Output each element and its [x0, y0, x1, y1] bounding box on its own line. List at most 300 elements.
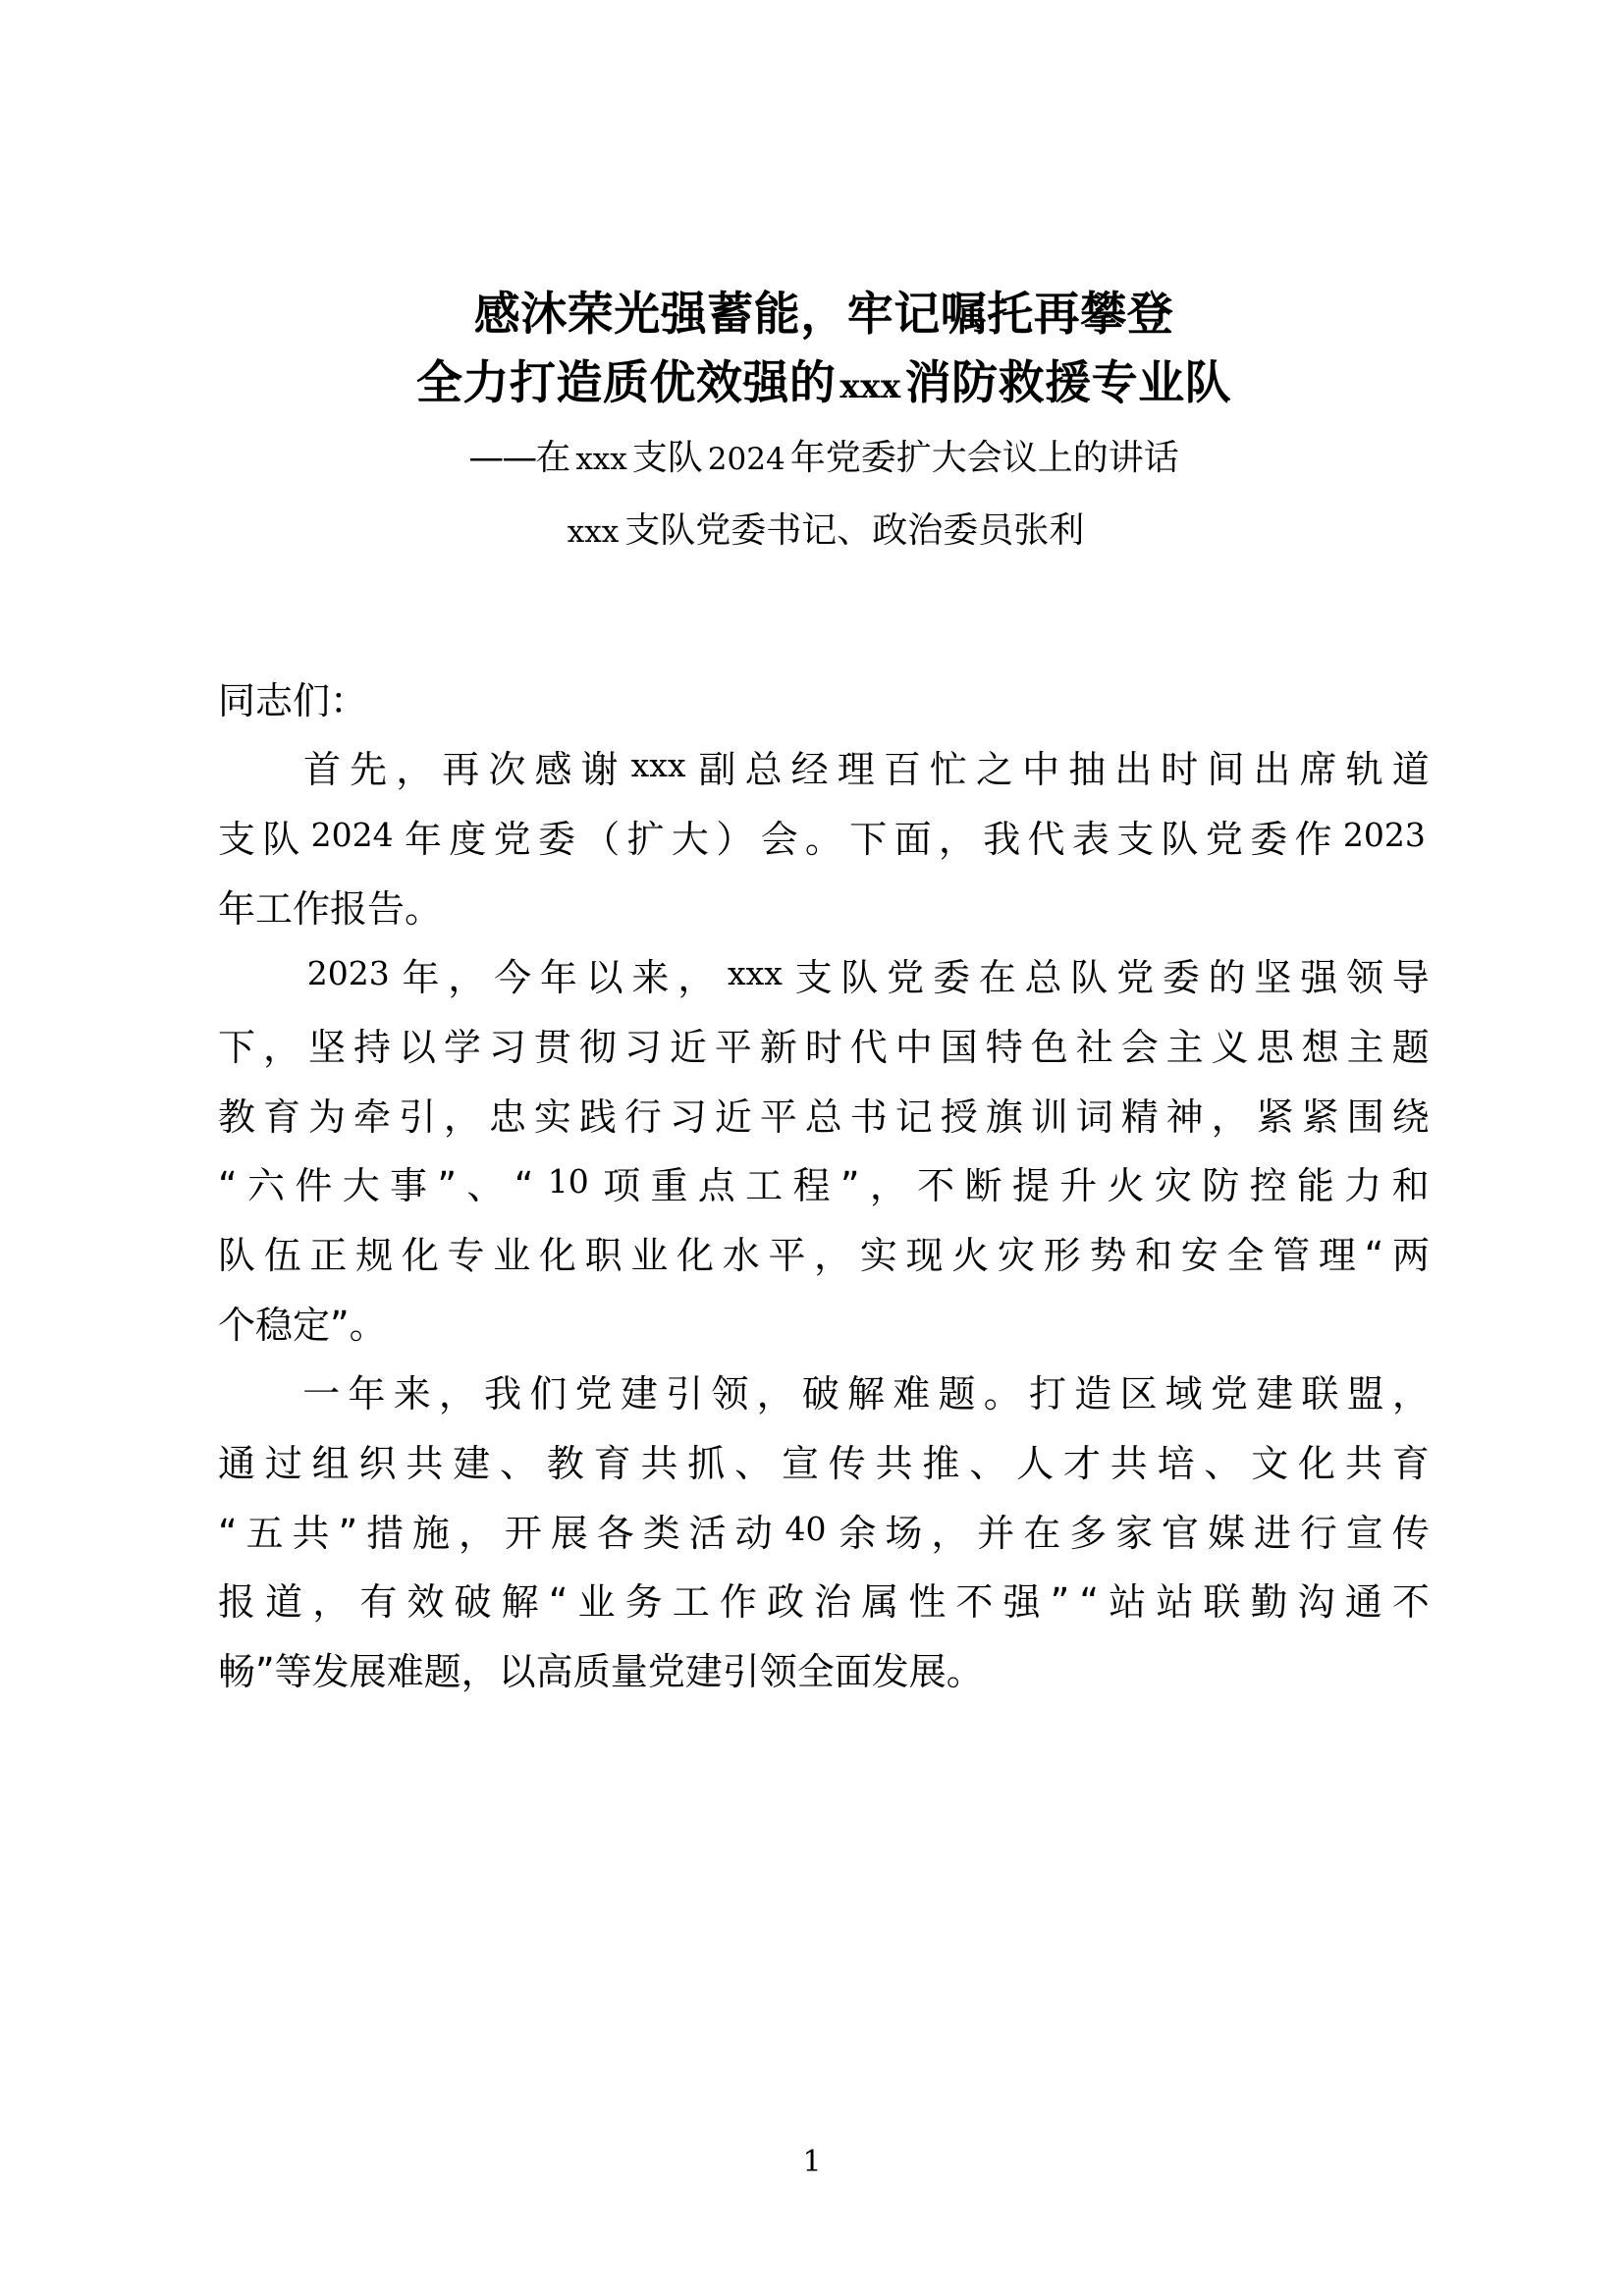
glyph: 现: [905, 1233, 944, 1277]
glyph: 道: [1391, 748, 1430, 792]
glyph: 先: [350, 748, 388, 792]
glyph: 社: [1075, 1025, 1113, 1069]
glyph: 们: [529, 1372, 568, 1416]
glyph: 沟: [1297, 1580, 1335, 1625]
glyph: 、: [734, 1441, 773, 1485]
latin-run: xxx: [630, 746, 686, 785]
glyph: ，: [814, 1233, 852, 1277]
glyph: ，: [396, 748, 434, 792]
glyph: 报: [218, 1580, 256, 1625]
glyph: 队: [218, 1233, 256, 1277]
glyph: 忠: [488, 1095, 526, 1139]
glyph: ，: [1211, 1095, 1249, 1139]
glyph: 控: [1249, 1164, 1287, 1208]
body-line: [218, 1568, 1430, 1637]
glyph: 年: [404, 817, 442, 861]
glyph: 在: [1023, 1511, 1061, 1555]
glyph: 域: [1164, 1372, 1203, 1416]
glyph: ”: [338, 1511, 358, 1555]
glyph: 围: [1346, 1095, 1384, 1139]
glyph: 队: [840, 956, 879, 1000]
glyph: 组: [311, 1441, 350, 1485]
glyph: 共: [1344, 1441, 1382, 1485]
glyph: 治: [814, 1580, 852, 1625]
glyph: 行: [1299, 1511, 1337, 1555]
glyph: ，: [869, 1164, 907, 1208]
glyph: ，: [438, 1372, 476, 1416]
latin-run: 40: [785, 1509, 827, 1548]
glyph: ，: [677, 956, 716, 1000]
glyph: 育: [1391, 1441, 1430, 1485]
author-title-name: 支队党委书记、政治委员张利: [624, 509, 1085, 551]
glyph: 行: [623, 1095, 662, 1139]
glyph: 务: [624, 1580, 663, 1625]
glyph: 一: [302, 1372, 341, 1416]
glyph: 强: [1002, 1580, 1041, 1625]
paragraph-indent: [218, 1360, 295, 1429]
glyph: 践: [578, 1095, 617, 1139]
glyph: 育: [593, 1441, 631, 1485]
glyph: 专: [447, 1233, 485, 1277]
glyph: ，: [931, 1511, 969, 1555]
glyph: 习: [669, 1095, 707, 1139]
glyph: 感: [534, 748, 572, 792]
glyph: 导: [1391, 956, 1430, 1000]
glyph: 育: [262, 1095, 300, 1139]
glyph: 共: [640, 1441, 678, 1485]
glyph: 坚: [1254, 956, 1292, 1000]
glyph: 五: [245, 1511, 284, 1555]
glyph: 管: [1272, 1233, 1311, 1277]
glyph: 出: [1114, 748, 1153, 792]
glyph: 持: [352, 1025, 391, 1069]
glyph: 以: [398, 1025, 436, 1069]
author-unit-placeholder: xxx: [567, 513, 620, 550]
glyph: 程: [792, 1164, 831, 1208]
glyph: 解: [501, 1580, 539, 1625]
glyph: 化: [538, 1233, 576, 1277]
glyph: 席: [1299, 748, 1337, 792]
glyph: 破: [801, 1372, 839, 1416]
glyph: 项: [603, 1164, 641, 1208]
doc-title-line-2-placeholder: xxx: [839, 366, 901, 406]
glyph: ，: [458, 1511, 496, 1555]
glyph: 国: [940, 1025, 978, 1069]
glyph: 两: [1391, 1233, 1430, 1277]
glyph: “: [218, 1511, 238, 1555]
text-run: 个稳定”。: [218, 1303, 387, 1347]
glyph: “: [548, 1580, 568, 1625]
glyph: 年: [348, 1372, 386, 1416]
glyph: “: [1364, 1233, 1384, 1277]
subtitle-em-dash: ——: [468, 438, 536, 479]
glyph: 站: [1156, 1580, 1194, 1625]
glyph: ”: [839, 1164, 860, 1208]
glyph: 和: [1391, 1164, 1430, 1208]
glyph: 首: [303, 748, 342, 792]
glyph: 会: [760, 817, 798, 861]
glyph: 余: [839, 1511, 877, 1555]
glyph: 绕: [1391, 1095, 1430, 1139]
glyph: 场: [885, 1511, 923, 1555]
glyph: 通: [218, 1441, 256, 1485]
glyph: 联: [1301, 1372, 1339, 1416]
glyph: 坚: [307, 1025, 346, 1069]
glyph: 水: [722, 1233, 760, 1277]
glyph: 不: [917, 1164, 955, 1208]
glyph: 道: [265, 1580, 303, 1625]
glyph: 化: [1298, 1441, 1336, 1485]
glyph: 主: [1346, 1025, 1384, 1069]
paragraph-indent: [218, 735, 295, 805]
glyph: 神: [1165, 1095, 1204, 1139]
glyph: 事: [390, 1164, 428, 1208]
glyph: 难: [893, 1372, 931, 1416]
doc-title-line-2-prefix: 全力打造质优效强的: [415, 355, 837, 410]
latin-run: 2023: [306, 954, 390, 993]
body-line: [218, 875, 1430, 944]
glyph: 共: [406, 1441, 444, 1485]
glyph: 属: [861, 1580, 899, 1625]
glyph: 委: [537, 817, 575, 861]
glyph: 宣: [781, 1441, 819, 1485]
glyph: 记: [894, 1095, 933, 1139]
glyph: 业: [577, 1580, 616, 1625]
glyph: 正: [309, 1233, 348, 1277]
glyph: 业: [493, 1233, 531, 1277]
glyph: 规: [355, 1233, 394, 1277]
glyph: 题: [1391, 1025, 1430, 1069]
doc-title-line-1-text: 感沐荣光强蓄能，牢记嘱托再攀登: [473, 288, 1174, 342]
body-line: [218, 1291, 1430, 1361]
glyph: 业: [630, 1233, 669, 1277]
glyph: 百: [883, 748, 921, 792]
glyph: 、: [969, 1441, 1007, 1485]
glyph: ，: [448, 956, 486, 1000]
glyph: ”: [437, 1164, 458, 1208]
glyph: 轨: [1345, 748, 1383, 792]
glyph: 次: [488, 748, 526, 792]
glyph: 。: [804, 817, 842, 861]
glyph: 中: [894, 1025, 933, 1069]
glyph: 工: [745, 1164, 784, 1208]
glyph: 习: [488, 1025, 526, 1069]
glyph: 词: [1075, 1095, 1113, 1139]
glyph: 人: [1016, 1441, 1055, 1485]
glyph: 时: [1161, 748, 1199, 792]
glyph: 再: [442, 748, 480, 792]
glyph: 大: [671, 817, 709, 861]
glyph: 作: [1294, 817, 1332, 861]
glyph: 官: [1162, 1511, 1200, 1555]
body-line: [218, 1429, 1430, 1499]
glyph: 党: [1210, 1372, 1248, 1416]
glyph: 家: [1115, 1511, 1154, 1555]
glyph: 理: [1318, 1233, 1356, 1277]
glyph: 学: [443, 1025, 481, 1069]
glyph: 造: [1074, 1372, 1112, 1416]
glyph: 支: [1116, 817, 1155, 861]
glyph: 勤: [1250, 1580, 1288, 1625]
glyph: 打: [1028, 1372, 1066, 1416]
glyph: 来: [393, 1372, 431, 1416]
glyph: 传: [1391, 1511, 1430, 1555]
glyph: 特: [985, 1025, 1023, 1069]
glyph: ，: [1391, 1372, 1430, 1416]
body-line: [218, 1499, 1430, 1569]
latin-run: 2024: [310, 815, 394, 854]
glyph: ，: [443, 1095, 481, 1139]
glyph: 、: [499, 1441, 537, 1485]
glyph: 想: [1301, 1025, 1339, 1069]
glyph: 党: [574, 1372, 613, 1416]
glyph: 过: [264, 1441, 302, 1485]
glyph: 队: [1161, 817, 1199, 861]
glyph: ）: [716, 817, 754, 861]
glyph: 化: [677, 1233, 715, 1277]
body-line: [218, 735, 1430, 805]
body-line: [218, 805, 1430, 875]
glyph: 教: [546, 1441, 584, 1485]
glyph: 新: [759, 1025, 797, 1069]
glyph: 下: [849, 817, 888, 861]
glyph: 牵: [352, 1095, 391, 1139]
glyph: 以: [585, 956, 623, 1000]
glyph: 共: [292, 1511, 330, 1555]
body-line: [218, 1637, 1430, 1707]
glyph: 件: [295, 1164, 333, 1208]
glyph: 平: [714, 1025, 752, 1069]
doc-subtitle: [218, 429, 1430, 488]
glyph: 重: [650, 1164, 688, 1208]
glyph: 领: [1345, 956, 1383, 1000]
glyph: 实: [533, 1095, 571, 1139]
glyph: 开: [504, 1511, 542, 1555]
glyph: 支: [218, 817, 256, 861]
glyph: 才: [1062, 1441, 1101, 1485]
glyph: 旗: [985, 1095, 1023, 1139]
glyph: 文: [1251, 1441, 1289, 1485]
glyph: 建: [453, 1441, 491, 1485]
glyph: 委: [932, 956, 970, 1000]
glyph: 党: [1116, 956, 1155, 1000]
glyph: 解: [847, 1372, 886, 1416]
glyph: 共: [875, 1441, 913, 1485]
glyph: 建: [620, 1372, 658, 1416]
glyph: 近: [669, 1025, 707, 1069]
glyph: （: [582, 817, 621, 861]
glyph: 实: [859, 1233, 897, 1277]
glyph: 主: [1165, 1025, 1204, 1069]
glyph: 在: [978, 956, 1016, 1000]
glyph: 、: [1204, 1441, 1242, 1485]
glyph: 义: [1211, 1025, 1249, 1069]
paragraph-3: [218, 1360, 1430, 1706]
glyph: 媒: [1207, 1511, 1245, 1555]
glyph: ，: [938, 817, 976, 861]
subtitle-year: 2024: [707, 442, 785, 478]
body-line: [218, 943, 1430, 1013]
glyph: 织: [358, 1441, 397, 1485]
glyph: 引: [398, 1095, 436, 1139]
glyph: 工: [672, 1580, 710, 1625]
glyph: 活: [688, 1511, 727, 1555]
glyph: 今: [494, 956, 532, 1000]
glyph: 近: [714, 1095, 752, 1139]
doc-author: [218, 502, 1430, 561]
glyph: 年: [402, 956, 440, 1000]
glyph: 强: [1300, 956, 1338, 1000]
glyph: 面: [893, 817, 932, 861]
glyph: 灾: [997, 1233, 1035, 1277]
glyph: 抽: [1068, 748, 1107, 792]
glyph: 委: [1250, 817, 1288, 861]
glyph: 推: [922, 1441, 960, 1485]
glyph: 火: [1107, 1164, 1145, 1208]
glyph: 思: [1256, 1025, 1294, 1069]
glyph: 效: [406, 1580, 445, 1625]
glyph: 时: [804, 1025, 842, 1069]
glyph: 进: [1253, 1511, 1291, 1555]
glyph: 能: [1296, 1164, 1334, 1208]
glyph: 宣: [1345, 1511, 1383, 1555]
body-line: [218, 1360, 1430, 1429]
body-line: [218, 1151, 1430, 1221]
glyph: 平: [768, 1233, 806, 1277]
glyph: 、: [466, 1164, 505, 1208]
glyph: ，: [312, 1580, 351, 1625]
glyph: 经: [790, 748, 829, 792]
paragraph-2: [218, 943, 1430, 1360]
glyph: 有: [359, 1580, 398, 1625]
glyph: 总: [1024, 956, 1062, 1000]
glyph: 断: [964, 1164, 1002, 1208]
glyph: 队: [1070, 956, 1109, 1000]
glyph: 措: [366, 1511, 405, 1555]
glyph: 授: [940, 1095, 978, 1139]
glyph: 度: [449, 817, 487, 861]
glyph: 盟: [1346, 1372, 1384, 1416]
glyph: 委: [1162, 956, 1200, 1000]
latin-run: 10: [547, 1162, 589, 1201]
glyph: 火: [951, 1233, 990, 1277]
glyph: 建: [1256, 1372, 1294, 1416]
glyph: 忙: [929, 748, 967, 792]
glyph: 之: [975, 748, 1013, 792]
body-line: [218, 1013, 1430, 1083]
glyph: 副: [698, 748, 736, 792]
glyph: 训: [1030, 1095, 1068, 1139]
glyph: 形: [1043, 1233, 1081, 1277]
glyph: 防: [1202, 1164, 1240, 1208]
glyph: 支: [794, 956, 833, 1000]
glyph: 彻: [578, 1025, 617, 1069]
glyph: 习: [623, 1025, 662, 1069]
salutation: 同志们：: [218, 678, 368, 722]
glyph: 职: [584, 1233, 623, 1277]
glyph: 通: [1344, 1580, 1382, 1625]
glyph: 队: [262, 817, 300, 861]
glyph: 总: [804, 1095, 842, 1139]
glyph: 下: [218, 1025, 256, 1069]
latin-run: xxx: [727, 954, 783, 993]
subtitle-suffix: 年党委扩大会议上的讲话: [789, 438, 1179, 479]
paragraph-1: [218, 735, 1430, 943]
text-run: 畅”等发展难题，以高质量党建引领全面发展。: [218, 1650, 984, 1693]
glyph: 出: [1253, 748, 1291, 792]
glyph: ，: [262, 1025, 300, 1069]
glyph: 为: [307, 1095, 346, 1139]
glyph: 来: [631, 956, 670, 1000]
glyph: 精: [1120, 1095, 1159, 1139]
glyph: 联: [1203, 1580, 1241, 1625]
glyph: 色: [1030, 1025, 1068, 1069]
glyph: 升: [1059, 1164, 1098, 1208]
document-content: [218, 0, 1430, 1707]
paragraph-indent: [218, 943, 295, 1013]
doc-title-line-1: [218, 281, 1430, 349]
subtitle-mid: 支队: [631, 438, 703, 479]
glyph: 施: [412, 1511, 451, 1555]
glyph: 伍: [263, 1233, 301, 1277]
glyph: 。: [983, 1372, 1021, 1416]
glyph: 势: [1089, 1233, 1127, 1277]
glyph: 作: [719, 1580, 757, 1625]
glyph: 领: [711, 1372, 749, 1416]
glyph: 和: [1135, 1233, 1173, 1277]
glyph: “: [1079, 1580, 1100, 1625]
glyph: 总: [744, 748, 783, 792]
glyph: 全: [1226, 1233, 1265, 1277]
glyph: 紧: [1256, 1095, 1294, 1139]
glyph: 平: [759, 1095, 797, 1139]
page-number: 1: [802, 2145, 822, 2179]
glyph: 党: [887, 956, 925, 1000]
glyph: 不: [955, 1580, 994, 1625]
glyph: 多: [1069, 1511, 1108, 1555]
glyph: 的: [1208, 956, 1246, 1000]
title-block: [218, 0, 1430, 561]
glyph: 党: [493, 817, 531, 861]
latin-run: 2023: [1342, 815, 1426, 854]
glyph: 间: [1207, 748, 1245, 792]
subtitle-prefix: 在: [535, 438, 571, 479]
glyph: 性: [908, 1580, 947, 1625]
glyph: 贯: [533, 1025, 571, 1069]
glyph: 提: [1011, 1164, 1050, 1208]
glyph: 站: [1109, 1580, 1147, 1625]
document-body: [218, 667, 1430, 1707]
glyph: 题: [938, 1372, 976, 1416]
glyph: 理: [837, 748, 875, 792]
glyph: 点: [697, 1164, 735, 1208]
glyph: 培: [1157, 1441, 1195, 1485]
body-line: [218, 1083, 1430, 1152]
glyph: 会: [1120, 1025, 1159, 1069]
subtitle-unit-placeholder: xxx: [575, 442, 627, 478]
glyph: 灾: [1154, 1164, 1192, 1208]
glyph: 书: [849, 1095, 888, 1139]
glyph: 引: [666, 1372, 704, 1416]
glyph: 并: [977, 1511, 1015, 1555]
glyph: 扩: [626, 817, 665, 861]
glyph: ，: [756, 1372, 794, 1416]
glyph: 共: [1110, 1441, 1148, 1485]
glyph: 中: [1022, 748, 1060, 792]
glyph: 我: [983, 817, 1021, 861]
glyph: 大: [342, 1164, 380, 1208]
body-line: [218, 1221, 1430, 1291]
